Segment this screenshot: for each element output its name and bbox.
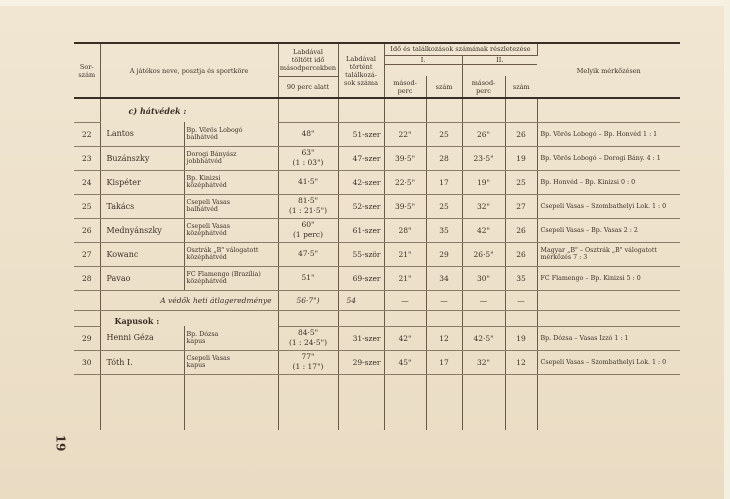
table-row: 30 Tóth I. Csepeli Vasas kapus 77" (1 : 17") 29-szer 45" 17 32" 12 Csepeli Vasas – Szombathelyi Lok. 1 : 0 <box>74 350 680 374</box>
player-name: Takács <box>100 194 184 218</box>
player-name: Buzánszky <box>100 146 184 170</box>
header-player: A játékos neve, posztja és sportköre <box>100 43 278 98</box>
header-time-90: 90 perc alatt <box>278 76 338 98</box>
empty-row <box>74 374 680 430</box>
match-name: Csepeli Vasas – Szombathelyi Lok. 1 : 0 <box>537 350 680 374</box>
header-detail: Idő és találkozások számának részletezése <box>384 43 537 55</box>
player-name: Kowanc <box>100 242 184 266</box>
match-name: Bp. Honvéd – Bp. Kinizsi 0 : 0 <box>537 170 680 194</box>
player-club: Dorogi Bányász jobbhátvéd <box>184 146 278 170</box>
page-edge-top <box>0 0 730 6</box>
header-match: Melyik mérkőzésen <box>537 43 680 98</box>
header-sorszam: Sor- szám <box>74 43 100 98</box>
player-club: Bp. Vörös Lobogó balhátvéd <box>184 122 278 146</box>
table-row: 23 Buzánszky Dorogi Bányász jobbhátvéd 63" (1 : 03") 47-szer 39·5" 28 23·5" 19 Bp. Vörös Lobogó – Dorogi Bány. 4 : 1 <box>74 146 680 170</box>
page-number: 19 <box>53 434 68 452</box>
table-row: 25 Takács Csepeli Vasas balhátvéd 81·5" (1 : 21·5") 52-szer 39·5" 25 32" 27 Csepeli Vasas – Szombathelyi Lok. 1 : 0 <box>74 194 680 218</box>
header-num2: szám <box>505 76 537 98</box>
header-half1: I. <box>385 56 462 65</box>
average-label: A védők heti átlageredménye <box>100 290 278 310</box>
header-sec2: másod- perc <box>462 76 505 98</box>
statistics-table <box>74 42 680 430</box>
match-name: Bp. Dózsa – Vasas Izzó 1 : 1 <box>537 326 680 350</box>
player-club: Osztrák „B" válogatott középhátvéd <box>184 242 278 266</box>
player-club: Bp. Kinizsi középhátvéd <box>184 170 278 194</box>
table-header <box>74 43 680 98</box>
match-name: Csepeli Vasas – Bp. Vasas 2 : 2 <box>537 218 680 242</box>
match-name: Magyar „B" – Osztrák „B" válogatott mérkőzés 7 : 3 <box>537 242 680 266</box>
player-name: Kispéter <box>100 170 184 194</box>
table-row: 24 Kispéter Bp. Kinizsi középhátvéd 41·5" 42-szer 22·5" 17 19" 25 Bp. Honvéd – Bp. Kinizsi 0 : 0 <box>74 170 680 194</box>
player-name: Pavao <box>100 266 184 290</box>
table-row: 22 Lantos Bp. Vörös Lobogó balhátvéd 48" 51-szer 22" 25 26" 26 Bp. Vörös Lobogó – Bp. Honvéd 1 : 1 <box>74 122 680 146</box>
player-club: Csepeli Vasas balhátvéd <box>184 194 278 218</box>
player-club: FC Flamengo (Brazília) középhátvéd <box>184 266 278 290</box>
match-name: Bp. Vörös Lobogó – Bp. Honvéd 1 : 1 <box>537 122 680 146</box>
player-name: Lantos <box>100 122 184 146</box>
match-name: Csepeli Vasas – Szombathelyi Lok. 1 : 0 <box>537 194 680 218</box>
player-name: Henni Géza <box>100 326 184 350</box>
section-label-goalkeepers: Kapusok : <box>100 310 278 326</box>
average-row: A védők heti átlageredménye 56·7") 54 — — — — <box>74 290 680 310</box>
match-name: FC Flamengo – Bp. Kinizsi 5 : 0 <box>537 266 680 290</box>
section-label-defenders: c) hátvédek : <box>100 98 278 122</box>
player-club: Csepeli Vasas kapus <box>184 350 278 374</box>
table-row: 28 Pavao FC Flamengo (Brazília) középhátvéd 51" 69-szer 21" 34 30" 35 FC Flamengo – Bp. Kinizsi 5 : 0 <box>74 266 680 290</box>
match-name: Bp. Vörös Lobogó – Dorogi Bány. 4 : 1 <box>537 146 680 170</box>
header-num1: szám <box>426 76 462 98</box>
header-time: Labdával töltött idő másodpercekben <box>278 43 338 76</box>
header-half2: II. <box>463 56 538 65</box>
table-row: 29 Henni Géza Bp. Dózsa kapus 84·5" (1 : 24·5") 31-szer 42" 12 42·5" 19 Bp. Dózsa – Vasas Izzó 1 : 1 <box>74 326 680 350</box>
header-sec1: másod- perc <box>384 76 426 98</box>
player-club: Csepeli Vasas középhátvéd <box>184 218 278 242</box>
table-row: 26 Mednyánszky Csepeli Vasas középhátvéd 60" (1 perc) 61-szer 28" 35 42" 26 Csepeli Vasas – Bp. Vasas 2 : 2 <box>74 218 680 242</box>
player-name: Tóth I. <box>100 350 184 374</box>
page-edge-right <box>724 0 730 499</box>
header-count: Labdával történt találkozá- sok száma <box>338 43 384 98</box>
table-row: 27 Kowanc Osztrák „B" válogatott középhátvéd 47·5" 55-ször 21" 29 26·5" 26 Magyar „B" – Osztrák „B" válogatott mérkőzés 7 : 3 <box>74 242 680 266</box>
player-name: Mednyánszky <box>100 218 184 242</box>
player-club: Bp. Dózsa kapus <box>184 326 278 350</box>
